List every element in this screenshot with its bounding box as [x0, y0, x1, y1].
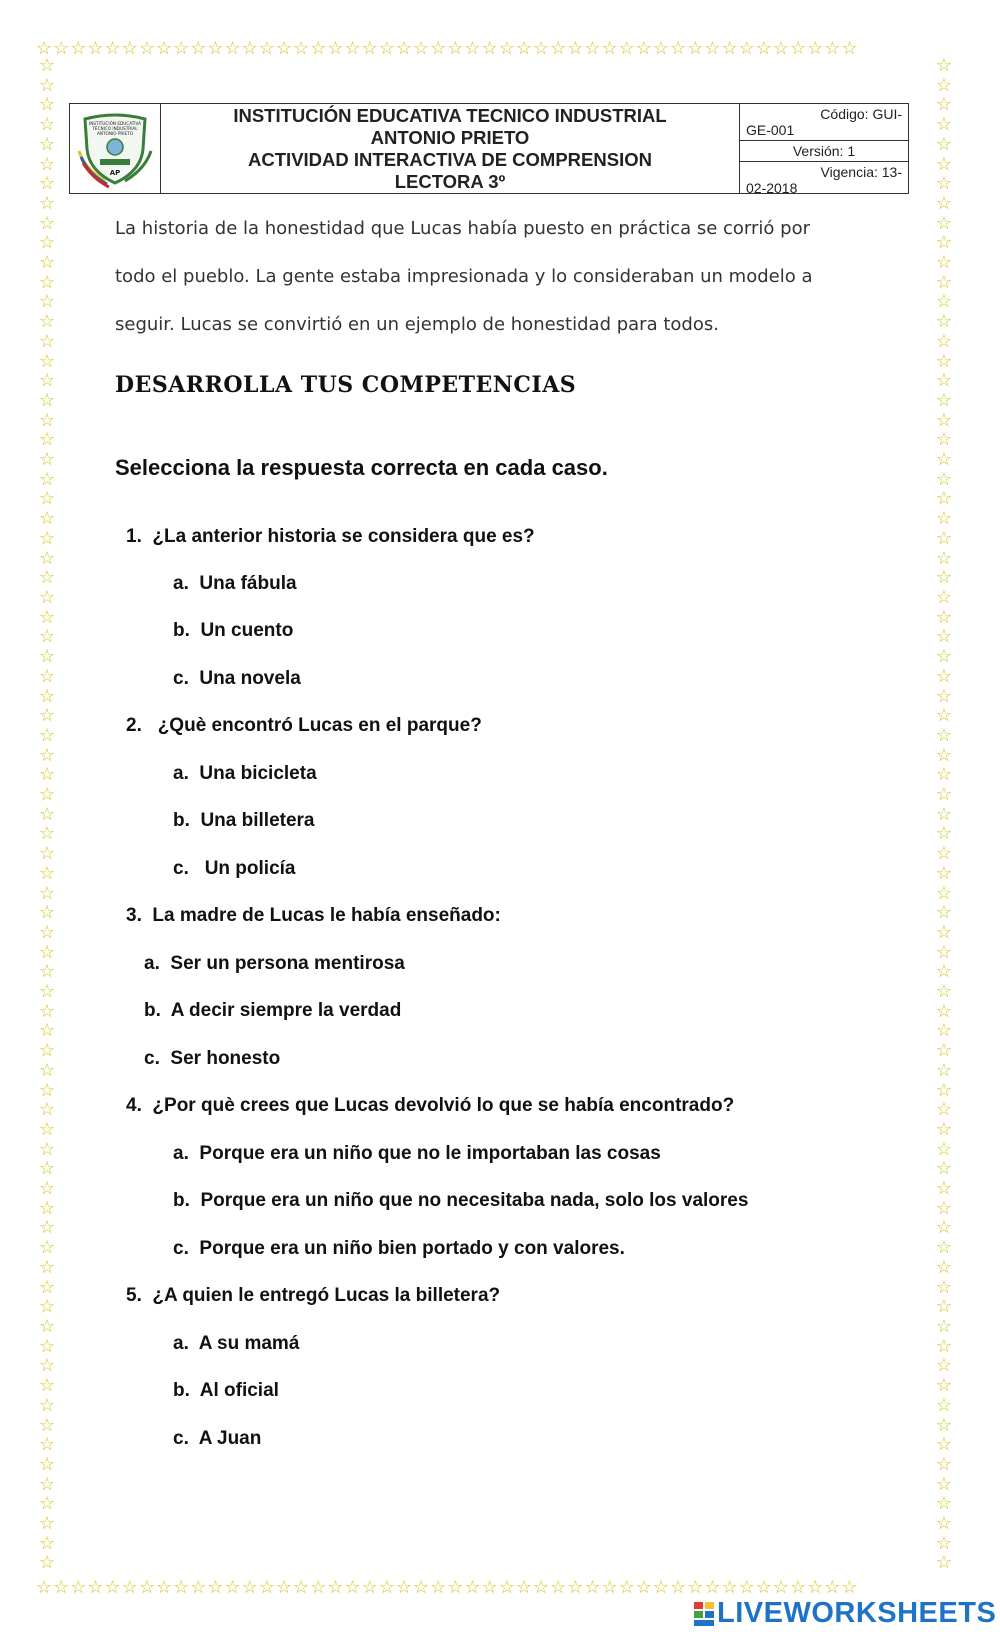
question-4-option-a[interactable]: a. Porque era un niño que no le importaban las cosas — [173, 1143, 661, 1164]
liveworksheets-brand[interactable] — [693, 1597, 996, 1630]
story-paragraph — [115, 205, 875, 349]
star-border-right: ☆ ☆ ☆ ☆ ☆ ☆ ☆ ☆ ☆ ☆ ☆ ☆ ☆ ☆ ☆ ☆ ☆ ☆ ☆ ☆ ☆ ☆ ☆ ☆ ☆ ☆ ☆ ☆ ☆ ☆ ☆ ☆ ☆ ☆ ☆ ☆ ☆ ☆ ☆ ☆ ☆ ☆ ☆ ☆ ☆ ☆ ☆ ☆ ☆ ☆ ☆ ☆ ☆ ☆ ☆ ☆ ☆ ☆ ☆ ☆ ☆ ☆ ☆ ☆ ☆ ☆ ☆ ☆ ☆ ☆ ☆ ☆ ☆ ☆ ☆ ☆ ☆ — [935, 56, 953, 1573]
header-codes — [739, 104, 908, 196]
header-title-line-4: LECTORA 3º — [394, 170, 506, 192]
question-1: 1. ¿La anterior historia se considera que es? — [126, 526, 535, 547]
question-4: 4. ¿Por què crees que Lucas devolvió lo que se había encontrado? — [126, 1095, 735, 1116]
header-title-line-1: INSTITUCIÓN EDUCATIVA TECNICO INDUSTRIAL — [233, 104, 667, 126]
liveworksheets-logo-icon — [693, 1601, 715, 1627]
header-title — [161, 104, 739, 193]
story-line-3: seguir. Lucas se convirtió en un ejemplo de honestidad para todos. — [115, 314, 719, 335]
question-4-option-c[interactable]: c. Porque era un niño bien portado y con valores. — [173, 1238, 625, 1259]
question-3-option-c[interactable]: c. Ser honesto — [144, 1048, 281, 1069]
question-3: 3. La madre de Lucas le había enseñado: — [126, 905, 501, 926]
star-border-left: ☆ ☆ ☆ ☆ ☆ ☆ ☆ ☆ ☆ ☆ ☆ ☆ ☆ ☆ ☆ ☆ ☆ ☆ ☆ ☆ ☆ ☆ ☆ ☆ ☆ ☆ ☆ ☆ ☆ ☆ ☆ ☆ ☆ ☆ ☆ ☆ ☆ ☆ ☆ ☆ ☆ ☆ ☆ ☆ ☆ ☆ ☆ ☆ ☆ ☆ ☆ ☆ ☆ ☆ ☆ ☆ ☆ ☆ ☆ ☆ ☆ ☆ ☆ ☆ ☆ ☆ ☆ ☆ ☆ ☆ ☆ ☆ ☆ ☆ ☆ ☆ ☆ — [38, 56, 56, 1573]
instruction-text: Selecciona la respuesta correcta en cada caso. — [115, 455, 608, 480]
header-title-line-2: ANTONIO PRIETO — [370, 126, 530, 148]
question-2-option-c[interactable]: c. Un policía — [173, 858, 296, 879]
question-5-option-c[interactable]: c. A Juan — [173, 1428, 262, 1449]
question-3-option-b[interactable]: b. A decir siempre la verdad — [144, 1000, 402, 1021]
question-5: 5. ¿A quien le entregó Lucas la billetera? — [126, 1285, 501, 1306]
logo-text-2: TÉCNICO INDUSTRIAL — [92, 125, 138, 131]
story-line-2: todo el pueblo. La gente estaba impresionada y lo consideraban un modelo a — [115, 266, 813, 287]
header-title-line-3: ACTIVIDAD INTERACTIVA DE COMPRENSION — [248, 148, 652, 170]
logo-text-1: INSTITUCIÓN EDUCATIVA — [88, 120, 142, 126]
question-2: 2. ¿Què encontró Lucas en el parque? — [126, 715, 482, 736]
question-5-option-b[interactable]: b. Al oficial — [173, 1380, 279, 1401]
brand-text: LIVEWORKSHEETS — [717, 1597, 997, 1629]
question-1-option-c[interactable]: c. Una novela — [173, 668, 301, 689]
school-logo — [70, 104, 161, 193]
logo-text-3: ANTONIO PRIETO — [96, 130, 134, 136]
question-5-option-a[interactable]: a. A su mamá — [173, 1333, 300, 1354]
vigencia-field: Vigencia: 13- 02-2018 — [740, 161, 908, 198]
question-2-option-b[interactable]: b. Una billetera — [173, 810, 315, 831]
document-header — [69, 103, 909, 194]
star-border-top: ☆☆☆☆☆☆☆☆☆☆☆☆☆☆☆☆☆☆☆☆☆☆☆☆☆☆☆☆☆☆☆☆☆☆☆☆☆☆☆☆☆☆☆☆☆☆☆☆ — [36, 38, 859, 58]
question-4-option-b[interactable]: b. Porque era un niño que no necesitaba nada, solo los valores — [173, 1190, 749, 1211]
question-2-option-a[interactable]: a. Una bicicleta — [173, 763, 317, 784]
star-border-bottom: ☆☆☆☆☆☆☆☆☆☆☆☆☆☆☆☆☆☆☆☆☆☆☆☆☆☆☆☆☆☆☆☆☆☆☆☆☆☆☆☆☆☆☆☆☆☆☆☆ — [36, 1577, 859, 1597]
code-field: Código: GUI- GE-001 — [746, 106, 902, 138]
story-line-1: La historia de la honestidad que Lucas había puesto en práctica se corrió por — [115, 218, 810, 239]
section-title: DESARROLLA TUS COMPETENCIAS — [115, 372, 577, 398]
question-3-option-a[interactable]: a. Ser un persona mentirosa — [144, 953, 405, 974]
version-field: Versión: 1 — [740, 140, 908, 161]
question-1-option-a[interactable]: a. Una fábula — [173, 573, 297, 594]
logo-initials: AP — [109, 168, 121, 177]
question-1-option-b[interactable]: b. Un cuento — [173, 620, 294, 641]
